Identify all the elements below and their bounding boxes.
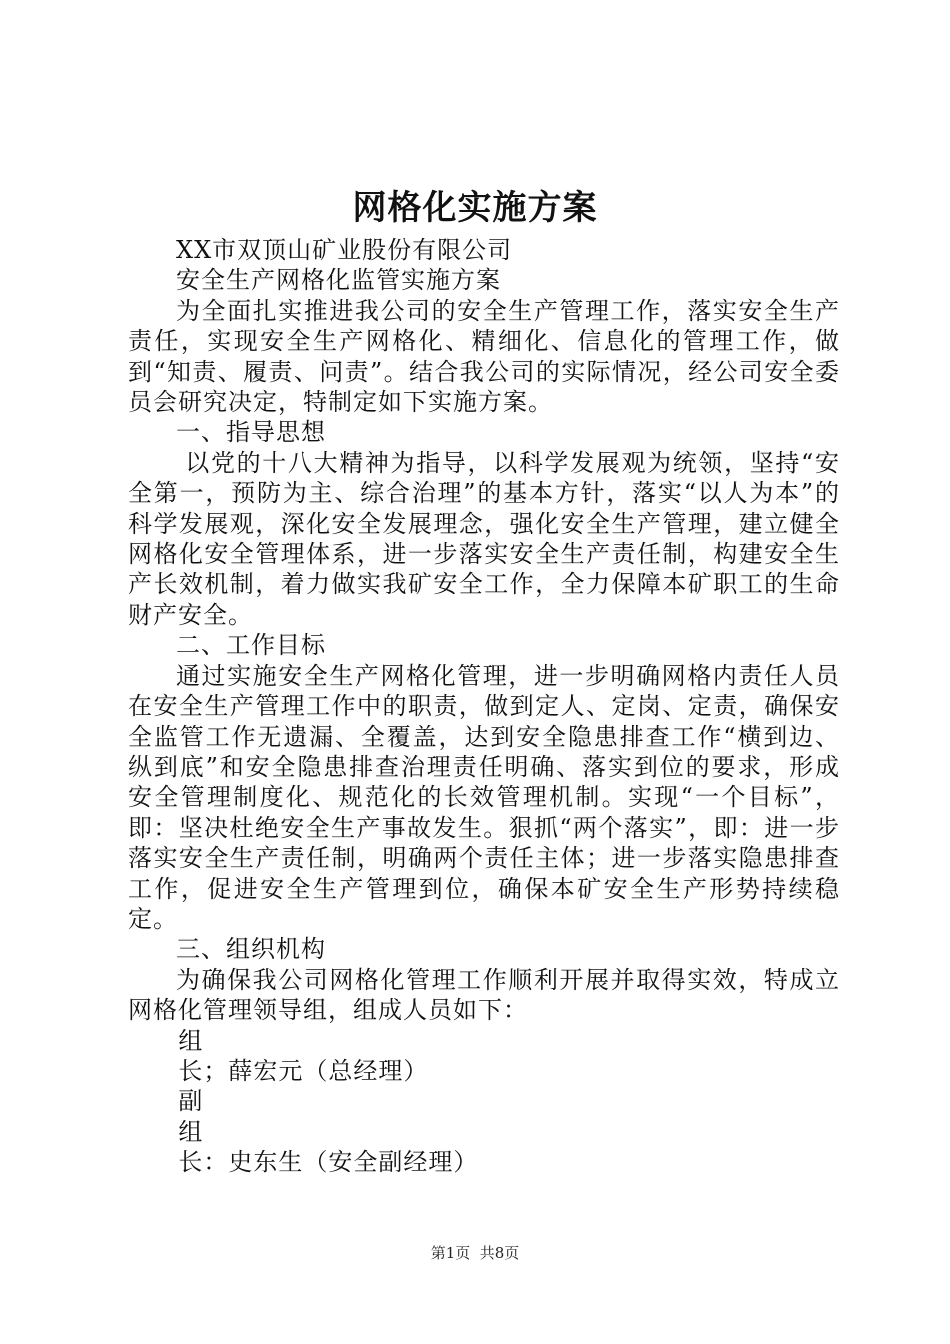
member-line: 长；薛宏元（总经理） [178, 1056, 429, 1085]
document-body [128, 235, 840, 1178]
section-heading-work-goals: 二、工作目标 [176, 631, 326, 660]
work-goals-paragraph: 通过实施安全生产网格化管理，进一步明确网格内责任人员在安全生产管理工作中的职责，做到定人、定岗、定责，确保安全监管工作无遗漏、全覆盖，达到安全隐患排查工作“横到边、纵到底”和安全隐患排查治理责任明确、落实到位的要求，形成安全管理制度化、规范化的长效管理机制。实现“一个目标”，即：坚决杜绝安全生产事故发生。狠抓“两个落实”，即：进一步落实安全生产责任制，明确两个责任主体；进一步落实隐患排查工作，促进安全生产管理到位，确保本矿安全生产形势持续稳定。 [128, 661, 840, 933]
guiding-ideology-paragraph: 以党的十八大精神为指导，以科学发展观为统领，坚持“安全第一，预防为主、综合治理”的基本方针，落实“以人为本”的科学发展观，深化安全发展理念，强化安全生产管理，建立健全网格化安全管理体系，进一步落实安全生产责任制，构建安全生产长效机制，着力做实我矿安全工作，全力保障本矿职工的生命财产安全。 [128, 448, 840, 629]
organization-paragraph: 为确保我公司网格化管理工作顺利开展并取得实效，特成立网格化管理领导组，组成人员如下： [128, 965, 840, 1025]
member-line: 组 [178, 1026, 204, 1055]
section-heading-organization: 三、组织机构 [176, 935, 326, 964]
page-footer [0, 1243, 950, 1263]
page-number-label: 第1页 共8页 [430, 1244, 520, 1262]
document-title: 网格化实施方案 [352, 188, 598, 228]
company-name-line: XX市双顶山矿业股份有限公司 [176, 236, 513, 264]
plan-subtitle-line: 安全生产网格化监管实施方案 [176, 266, 501, 295]
section-heading-guiding-ideology: 一、指导思想 [176, 418, 326, 447]
member-line: 副 [178, 1087, 204, 1116]
member-line: 长：史东生（安全副经理） [178, 1148, 479, 1177]
member-line: 组 [178, 1117, 204, 1146]
intro-paragraph: 为全面扎实推进我公司的安全生产管理工作，落实安全生产责任，实现安全生产网格化、精细化、信息化的管理工作，做到“知责、履责、问责”。结合我公司的实际情况，经公司安全委员会研究决定，特制定如下实施方案。 [128, 296, 840, 417]
